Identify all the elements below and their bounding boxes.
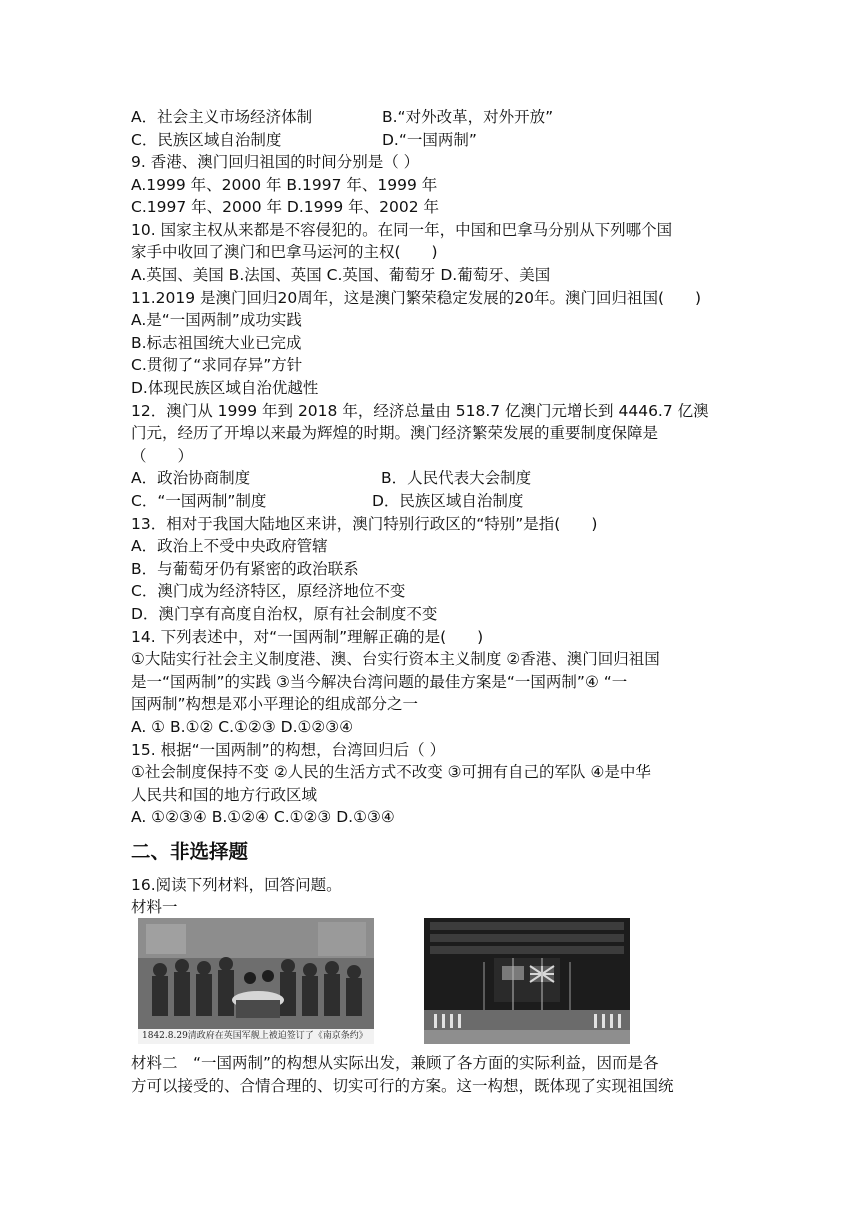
- text-line: 材料二 “一国两制”的构想从实际出发，兼顾了各方面的实际利益，因而是各: [131, 1054, 659, 1072]
- answer-option: B.“对外改革，对外开放”: [382, 108, 554, 126]
- treaty-signing-photo: [138, 918, 374, 1044]
- text-line: 14. 下列表述中，对“一国两制”理解正确的是( ): [131, 628, 484, 646]
- text-line: 11.2019 是澳门回归20周年，这是澳门繁荣稳定发展的20年。澳门回归祖国( ): [131, 289, 702, 307]
- text-line: A．社会主义市场经济体制: [131, 108, 313, 126]
- text-line: C.1997 年、2000 年 D.1999 年、2002 年: [131, 198, 440, 216]
- text-line: 门元，经历了开埠以来最为辉煌的时期。澳门经济繁荣发展的重要制度保障是: [131, 424, 659, 442]
- text-line: A.1999 年、2000 年 B.1997 年、1999 年: [131, 176, 438, 194]
- text-line: C.贯彻了“求同存异”方针: [131, 356, 303, 374]
- text-line: B.标志祖国统大业已完成: [131, 334, 302, 352]
- text-line: D．澳门享有高度自治权，原有社会制度不变: [131, 605, 438, 623]
- text-line: 国两制”构想是邓小平理论的组成部分之一: [131, 695, 419, 713]
- handover-ceremony-photo: [424, 918, 630, 1044]
- text-line: A．政治协商制度: [131, 469, 251, 487]
- answer-option: D.“一国两制”: [382, 131, 477, 149]
- text-line: A. ①②③④ B.①②④ C.①②③ D.①③④: [131, 808, 395, 826]
- text-line: A. ① B.①② C.①②③ D.①②③④: [131, 718, 354, 736]
- text-line: 家手中收回了澳门和巴拿马运河的主权( ): [131, 243, 438, 261]
- text-line: ①大陆实行社会主义制度港、澳、台实行资本主义制度 ②香港、澳门回归祖国: [131, 650, 660, 668]
- text-line: 16.阅读下列材料，回答问题。: [131, 876, 342, 894]
- text-line: 13．相对于我国大陆地区来讲，澳门特别行政区的“特别”是指( ): [131, 515, 598, 533]
- text-line: 方可以接受的、合情合理的、切实可行的方案。这一构想，既体现了实现祖国统: [131, 1077, 674, 1095]
- text-line: C．“一国两制”制度: [131, 492, 267, 510]
- text-line: 12．澳门从 1999 年到 2018 年，经济总量由 518.7 亿澳门元增长到 4446.7 亿澳: [131, 402, 709, 420]
- text-line: 人民共和国的地方行政区域: [131, 786, 318, 804]
- text-line: （ ）: [131, 447, 194, 465]
- text-line: B．与葡萄牙仍有紧密的政治联系: [131, 560, 359, 578]
- text-line: C．澳门成为经济特区，原经济地位不变: [131, 582, 406, 600]
- text-line: A.是“一国两制”成功实践: [131, 311, 302, 329]
- section-heading: 二、非选择题: [131, 840, 249, 863]
- text-line: 10. 国家主权从来都是不容侵犯的。在同一年，中国和巴拿马分别从下列哪个国: [131, 221, 673, 239]
- answer-option: D．民族区域自治制度: [372, 492, 524, 510]
- photo-caption: 1842.8.29清政府在英国军舰上被迫签订了《南京条约》: [138, 1029, 374, 1044]
- text-line: C．民族区域自治制度: [131, 131, 282, 149]
- text-line: A.英国、美国 B.法国、英国 C.英国、葡萄牙 D.葡萄牙、美国: [131, 266, 551, 284]
- text-line: D.体现民族区域自治优越性: [131, 379, 319, 397]
- text-line: A．政治上不受中央政府管辖: [131, 537, 328, 555]
- answer-option: B．人民代表大会制度: [381, 469, 532, 487]
- text-line: ①社会制度保持不变 ②人民的生活方式不改变 ③可拥有自己的军队 ④是中华: [131, 763, 651, 781]
- text-line: 15. 根据“一国两制”的构想，台湾回归后（ ）: [131, 741, 446, 759]
- text-line: 是一“国两制”的实践 ③当今解决台湾问题的最佳方案是“一国两制”④ “一: [131, 673, 628, 691]
- text-line: 材料一: [131, 898, 178, 916]
- text-line: 9. 香港、澳门回归祖国的时间分别是（ ）: [131, 153, 420, 171]
